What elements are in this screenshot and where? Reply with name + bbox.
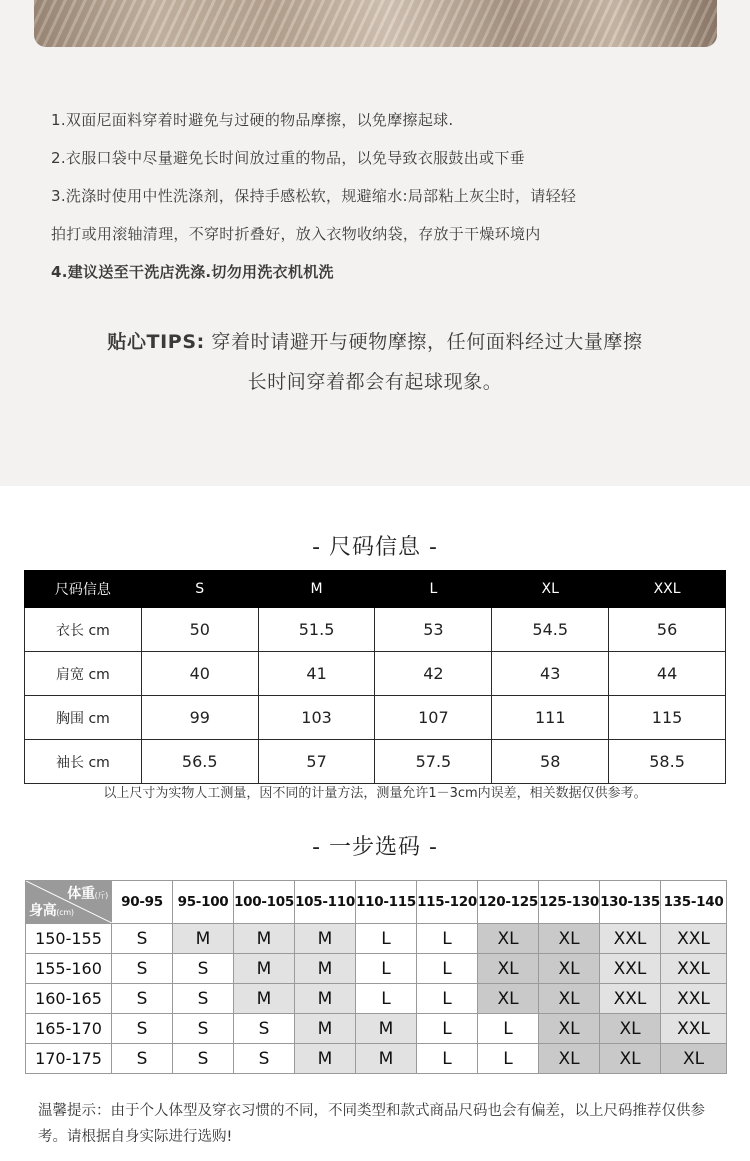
- recommended-size-cell: M: [234, 954, 295, 984]
- recommended-size-cell: L: [478, 1044, 539, 1074]
- recommend-row: [26, 984, 727, 1014]
- size-value-cell: 107: [375, 696, 492, 740]
- recommended-size-cell: XXL: [661, 1014, 727, 1044]
- recommended-size-cell: M: [295, 984, 356, 1014]
- recommended-size-cell: M: [295, 1014, 356, 1044]
- recommended-size-cell: S: [112, 954, 173, 984]
- weight-range-header: 90-95: [112, 881, 173, 924]
- care-instructions-panel: [0, 0, 750, 486]
- size-header-cell: M: [258, 571, 375, 608]
- recommended-size-cell: S: [112, 1044, 173, 1074]
- size-info-title: - 尺码信息 -: [312, 535, 438, 560]
- recommended-size-cell: S: [173, 1014, 234, 1044]
- recommended-size-cell: S: [173, 954, 234, 984]
- height-label: [29, 900, 74, 920]
- recommended-size-cell: L: [417, 1014, 478, 1044]
- height-range-cell: 155-160: [26, 954, 112, 984]
- recommended-size-cell: S: [234, 1044, 295, 1074]
- weight-range-header: 115-120: [417, 881, 478, 924]
- size-value-cell: 56: [609, 608, 726, 652]
- size-row-label: 胸围 cm: [25, 696, 142, 740]
- recommended-size-cell: L: [356, 924, 417, 954]
- recommended-size-cell: M: [356, 1044, 417, 1074]
- weight-range-header: 100-105: [234, 881, 295, 924]
- tips-block: [0, 325, 750, 405]
- weight-range-header: 130-135: [600, 881, 661, 924]
- care-line-3: 3.洗涤时使用中性洗涤剂，保持手感松软，规避缩水:局部粘上灰尘时，请轻轻: [51, 187, 577, 205]
- corner-cell: [26, 881, 112, 924]
- size-value-cell: 111: [492, 696, 609, 740]
- size-value-cell: 40: [141, 652, 258, 696]
- size-value-cell: 41: [258, 652, 375, 696]
- recommended-size-cell: L: [417, 1044, 478, 1074]
- care-list: [51, 106, 711, 296]
- recommended-size-cell: L: [417, 954, 478, 984]
- recommended-size-cell: L: [417, 984, 478, 1014]
- size-value-cell: 57.5: [375, 740, 492, 784]
- weight-label-text: 体重: [67, 886, 95, 902]
- recommended-size-cell: XL: [539, 1014, 600, 1044]
- size-value-cell: 115: [609, 696, 726, 740]
- size-header-cell: L: [375, 571, 492, 608]
- size-header-cell: XXL: [609, 571, 726, 608]
- size-value-cell: 44: [609, 652, 726, 696]
- tips-line-2: 长时间穿着都会有起球现象。: [247, 371, 503, 393]
- weight-range-header: 125-130: [539, 881, 600, 924]
- recommended-size-cell: S: [112, 1014, 173, 1044]
- height-label-text: 身高: [29, 903, 57, 919]
- height-range-cell: 150-155: [26, 924, 112, 954]
- recommended-size-cell: XL: [478, 984, 539, 1014]
- weight-unit: (斤): [94, 891, 108, 900]
- care-line-1: 1.双面尼面料穿着时避免与过硬的物品摩擦，以免摩擦起球.: [51, 111, 454, 129]
- recommended-size-cell: XL: [539, 1044, 600, 1074]
- size-value-cell: 42: [375, 652, 492, 696]
- weight-range-header: 110-115: [356, 881, 417, 924]
- recommended-size-cell: XL: [600, 1014, 661, 1044]
- size-value-cell: 58.5: [609, 740, 726, 784]
- size-value-cell: 50: [141, 608, 258, 652]
- tips-text-1: 穿着时请避开与硬物摩擦，任何面料经过大量摩擦: [204, 331, 643, 353]
- weight-range-header: 120-125: [478, 881, 539, 924]
- recommend-header: [26, 881, 727, 924]
- recommended-size-cell: M: [295, 954, 356, 984]
- height-unit: (cm): [56, 908, 74, 917]
- size-value-cell: 99: [141, 696, 258, 740]
- height-range-cell: 170-175: [26, 1044, 112, 1074]
- size-value-cell: 51.5: [258, 608, 375, 652]
- size-table: [24, 570, 726, 784]
- size-header-cell: 尺码信息: [25, 571, 142, 608]
- recommended-size-cell: XXL: [661, 984, 727, 1014]
- recommended-size-cell: M: [234, 984, 295, 1014]
- size-value-cell: 56.5: [141, 740, 258, 784]
- recommend-row: [26, 1014, 727, 1044]
- height-range-cell: 160-165: [26, 984, 112, 1014]
- size-value-cell: 54.5: [492, 608, 609, 652]
- recommended-size-cell: M: [295, 924, 356, 954]
- care-line-2: 2.衣服口袋中尽量避免长时间放过重的物品，以免导致衣服鼓出或下垂: [51, 149, 525, 167]
- weight-range-header: 95-100: [173, 881, 234, 924]
- recommended-size-cell: M: [234, 924, 295, 954]
- size-value-cell: 58: [492, 740, 609, 784]
- warm-tip: 温馨提示：由于个人体型及穿衣习惯的不同，不同类型和款式商品尺码也会有偏差，以上尺码推荐仅供参考。请根据自身实际进行选购!: [38, 1103, 705, 1145]
- size-value-cell: 43: [492, 652, 609, 696]
- care-line-3-cont: 拍打或用滚轴清理，不穿时折叠好，放入衣物收纳袋，存放于干燥环境内: [51, 225, 541, 243]
- size-header-cell: XL: [492, 571, 609, 608]
- recommended-size-cell: L: [478, 1014, 539, 1044]
- recommended-size-cell: M: [295, 1044, 356, 1074]
- recommended-size-cell: L: [356, 984, 417, 1014]
- size-note: 以上尺寸为实物人工测量，因不同的计量方法，测量允许1－3cm内误差，相关数据仅供参考。: [103, 786, 647, 801]
- recommended-size-cell: L: [417, 924, 478, 954]
- recommended-size-cell: M: [173, 924, 234, 954]
- recommend-row: [26, 1044, 727, 1074]
- recommended-size-cell: XXL: [661, 924, 727, 954]
- recommended-size-cell: XXL: [600, 984, 661, 1014]
- recommended-size-cell: XL: [600, 1044, 661, 1074]
- size-header-cell: S: [141, 571, 258, 608]
- recommended-size-cell: S: [112, 984, 173, 1014]
- recommended-size-cell: XL: [478, 954, 539, 984]
- size-row-label: 袖长 cm: [25, 740, 142, 784]
- tips-line-1: [0, 325, 750, 365]
- recommended-size-cell: XL: [539, 954, 600, 984]
- size-row-label: 肩宽 cm: [25, 652, 142, 696]
- size-row: [25, 608, 726, 652]
- size-value-cell: 53: [375, 608, 492, 652]
- size-row: [25, 652, 726, 696]
- recommended-size-cell: S: [234, 1014, 295, 1044]
- size-value-cell: 103: [258, 696, 375, 740]
- recommended-size-cell: XL: [478, 924, 539, 954]
- size-value-cell: 57: [258, 740, 375, 784]
- recommended-size-cell: L: [356, 954, 417, 984]
- tips-label: 贴心TIPS:: [107, 331, 205, 353]
- size-row-label: 衣长 cm: [25, 608, 142, 652]
- recommend-table: [25, 880, 727, 1074]
- recommend-row: [26, 924, 727, 954]
- recommended-size-cell: XL: [539, 924, 600, 954]
- recommended-size-cell: XL: [539, 984, 600, 1014]
- size-table-header: [25, 571, 726, 608]
- size-row: [25, 696, 726, 740]
- fabric-photo: [34, 0, 717, 47]
- recommended-size-cell: XXL: [600, 954, 661, 984]
- recommend-row: [26, 954, 727, 984]
- recommended-size-cell: XXL: [600, 924, 661, 954]
- weight-range-header: 135-140: [661, 881, 727, 924]
- recommended-size-cell: M: [356, 1014, 417, 1044]
- recommended-size-cell: S: [173, 984, 234, 1014]
- recommended-size-cell: S: [173, 1044, 234, 1074]
- care-line-4: 4.建议送至干洗店洗涤.切勿用洗衣机机洗: [51, 263, 334, 281]
- recommended-size-cell: S: [112, 924, 173, 954]
- recommend-title: - 一步选码 -: [312, 835, 438, 860]
- height-range-cell: 165-170: [26, 1014, 112, 1044]
- recommended-size-cell: XL: [661, 1044, 727, 1074]
- size-row: [25, 740, 726, 784]
- recommended-size-cell: XXL: [661, 954, 727, 984]
- weight-range-header: 105-110: [295, 881, 356, 924]
